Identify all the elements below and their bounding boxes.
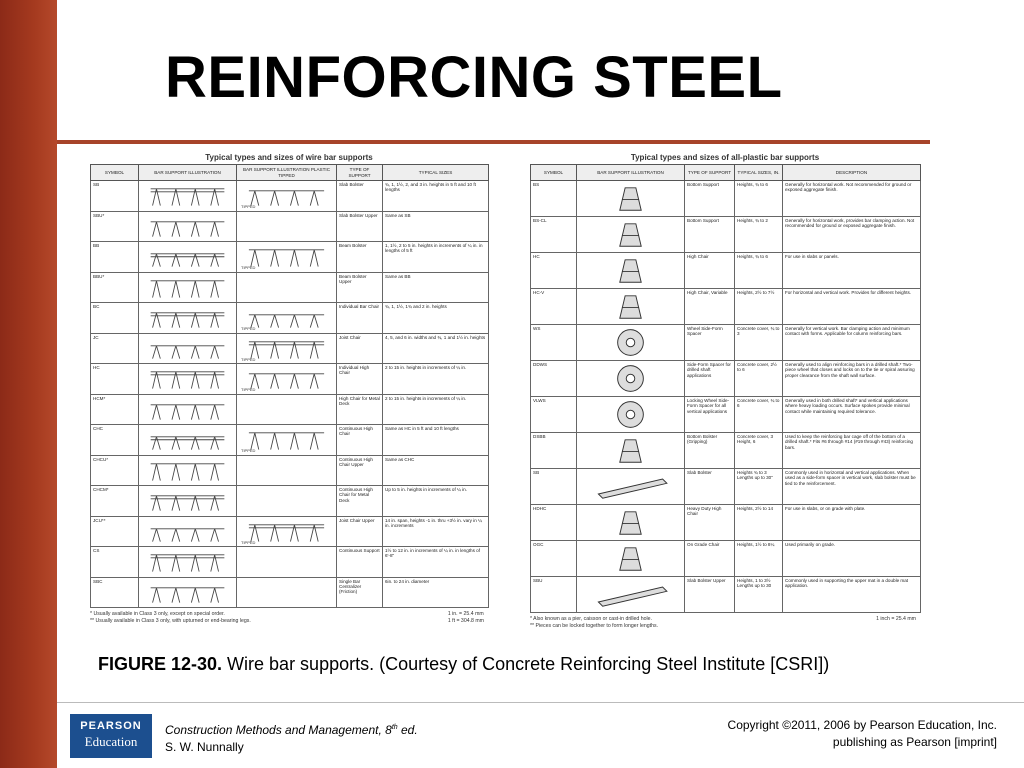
- illustration-cell: [577, 505, 685, 541]
- table-row: [531, 469, 921, 505]
- column-header: SYMBOL: [531, 165, 577, 181]
- wire-support-illustration: [139, 242, 236, 272]
- wire-support-illustration: [139, 181, 236, 211]
- table-row: [531, 325, 921, 361]
- plastic-support-illustration: [577, 469, 684, 504]
- description-cell: Commonly used in horizontal and vertical applications. When used as a side-form spacer in vertical work, slab bolster must be tied to the reinforcement.: [783, 469, 921, 505]
- column-header: TYPICAL SIZES, IN.: [735, 165, 783, 181]
- figure-title: Typical types and sizes of wire bar supports: [205, 153, 373, 162]
- illustration-cell: [139, 242, 237, 273]
- illustration-cell: [577, 397, 685, 433]
- wire-support-illustration: [139, 547, 236, 577]
- symbol-cell: HC: [91, 364, 139, 395]
- sizes-cell: Heights, 1 to 3½ Lengths up to 30: [735, 577, 783, 613]
- sizes-cell: Concrete cover, 3 Height, 6: [735, 433, 783, 469]
- symbol-cell: CHCM*: [91, 486, 139, 517]
- illustration-cell: [577, 325, 685, 361]
- illustration-cell: [577, 181, 685, 217]
- illustration-cell: [577, 577, 685, 613]
- wire-support-illustration: [139, 395, 236, 425]
- plastic-support-illustration: [577, 397, 684, 432]
- description-cell: Generally for vertical work. Bar clamping action and minimum contact with forms. Applicable for column reinforcing bars.: [783, 325, 921, 361]
- symbol-cell: SBU: [531, 577, 577, 613]
- illustration-cell: [577, 289, 685, 325]
- symbol-cell: SB: [531, 469, 577, 505]
- illustration-cell: [139, 211, 237, 242]
- column-header: BAR SUPPORT ILLUSTRATION: [139, 165, 237, 181]
- plastic-support-illustration: [577, 361, 684, 396]
- symbol-cell: HC-V: [531, 289, 577, 325]
- tipped-illustration-cell: [237, 394, 337, 425]
- wire-support-illustration: [139, 456, 236, 486]
- support-type-cell: Joist Chair Upper: [337, 516, 383, 547]
- support-type-cell: High Chair, Variable: [685, 289, 735, 325]
- wire-support-illustration: [139, 364, 236, 394]
- table-row: [91, 486, 489, 517]
- support-type-cell: Continuous High Chair Upper: [337, 455, 383, 486]
- figure-notes: [530, 616, 920, 629]
- plastic-support-illustration: [577, 541, 684, 576]
- sizes-cell: Same as SB: [383, 211, 489, 242]
- slide-title: REINFORCING STEEL: [165, 45, 783, 110]
- description-cell: Generally for horizontal work, provides bar clamping action. Not recommended for ground or exposed aggregate finish.: [783, 217, 921, 253]
- sizes-cell: Concrete cover, ¾ to 3: [735, 325, 783, 361]
- symbol-cell: WS: [531, 325, 577, 361]
- tipped-label: TIPPED: [241, 326, 256, 332]
- plastic-support-illustration: [577, 217, 684, 252]
- sizes-cell: Heights ¾ to 3 Lengths up to 30": [735, 469, 783, 505]
- caption-label: FIGURE 12-30.: [98, 654, 223, 674]
- pearson-logo: [70, 714, 152, 758]
- support-type-cell: High Chair: [685, 253, 735, 289]
- conversion: 1 ft = 304.8 mm: [447, 617, 484, 624]
- column-header: TYPICAL SIZES: [383, 165, 489, 181]
- support-type-cell: High Chair for Metal Deck: [337, 394, 383, 425]
- note: * Also known as a pier, caisson or cast-in drilled hole.: [530, 616, 652, 622]
- illustration-cell: [577, 253, 685, 289]
- sizes-cell: Heights, 2½ to 7½: [735, 289, 783, 325]
- conversion: 1 inch = 25.4 mm: [876, 616, 916, 622]
- symbol-cell: DDWS: [531, 361, 577, 397]
- symbol-cell: BC: [91, 303, 139, 334]
- illustration-cell: [139, 394, 237, 425]
- figure-notes: [90, 611, 488, 624]
- figure-title: Typical types and sizes of all-plastic bar supports: [630, 153, 820, 162]
- sizes-cell: 4, 5, and 6 in. widths and ¾, 1 and 1½ in. heights: [383, 333, 489, 364]
- table-row: [531, 253, 921, 289]
- table-row: [531, 433, 921, 469]
- description-cell: Used to keep the reinforcing bar cage off of the bottom of a drilled shaft.* Fits #6 through #14 (#19 through #43) reinforcing bars.: [783, 433, 921, 469]
- plastic-support-illustration: [577, 505, 684, 540]
- tipped-label: TIPPED: [241, 356, 256, 362]
- tipped-illustration-cell: [237, 364, 337, 395]
- support-type-cell: Individual High Chair: [337, 364, 383, 395]
- symbol-cell: HDHC: [531, 505, 577, 541]
- symbol-cell: OGC: [531, 541, 577, 577]
- book-author: S. W. Nunnally: [165, 740, 244, 754]
- column-header: BAR SUPPORT ILLUSTRATION: [577, 165, 685, 181]
- illustration-cell: [139, 577, 237, 608]
- plastic-supports-table: [530, 164, 921, 613]
- unit-conversions: [876, 616, 916, 623]
- table-header-row: [91, 165, 489, 181]
- table-row: [91, 516, 489, 547]
- tipped-illustration-cell: [237, 303, 337, 334]
- tipped-illustration-cell: [237, 486, 337, 517]
- tipped-label: TIPPED: [241, 387, 256, 393]
- side-color-band: [0, 0, 57, 768]
- copyright-notice: [728, 717, 997, 751]
- illustration-cell: [139, 425, 237, 456]
- tipped-illustration-cell: [237, 547, 337, 578]
- symbol-cell: BB: [91, 242, 139, 273]
- column-header: SYMBOL: [91, 165, 139, 181]
- note: * Usually available in Class 3 only, except on special order.: [90, 611, 225, 617]
- caption-text: Wire bar supports. (Courtesy of Concrete Reinforcing Steel Institute [CSRI]): [222, 654, 830, 674]
- table-row: [531, 505, 921, 541]
- tipped-illustration-cell: [237, 272, 337, 303]
- description-cell: Generally used to align reinforcing bars in a drilled shaft.* Two-piece wheel that closes and locks on to the tie or spiral assuring proper clearance from the shaft wall surface.: [783, 361, 921, 397]
- symbol-cell: CHC: [91, 425, 139, 456]
- copyright-text: Copyright ©2011, 2006 by Pearson Education, Inc.: [727, 718, 997, 732]
- column-header: BAR SUPPORT ILLUSTRATION PLASTIC TIPPED: [237, 165, 337, 181]
- imprint-text: publishing as Pearson [imprint]: [832, 735, 997, 749]
- symbol-cell: DSBB: [531, 433, 577, 469]
- table-row: [91, 181, 489, 212]
- wire-support-illustration: [139, 273, 236, 303]
- plastic-support-illustration: [577, 289, 684, 324]
- support-type-cell: Beam Bolster Upper: [337, 272, 383, 303]
- table-row: [531, 361, 921, 397]
- wire-support-illustration: [139, 303, 236, 333]
- plastic-support-illustration: [577, 181, 684, 216]
- wire-support-illustration: [139, 212, 236, 242]
- unit-conversions: [448, 611, 484, 624]
- sizes-cell: 2 to 15 in. heights in increments of ¼ in.: [383, 364, 489, 395]
- sizes-cell: 6in. to 24 in. diameter: [383, 577, 489, 608]
- table-row: [531, 577, 921, 613]
- sizes-cell: Concrete cover, ¾ to 6: [735, 397, 783, 433]
- sizes-cell: Concrete cover, 2½ to 6: [735, 361, 783, 397]
- support-type-cell: Slab Bolster: [685, 469, 735, 505]
- tipped-label: TIPPED: [241, 539, 256, 545]
- illustration-cell: [139, 303, 237, 334]
- illustration-cell: [577, 217, 685, 253]
- wire-support-illustration: [139, 578, 236, 608]
- support-type-cell: Beam Bolster: [337, 242, 383, 273]
- description-cell: Generally for horizontal work. Not recommended for ground or exposed aggregate finish.: [783, 181, 921, 217]
- wire-support-illustration: [139, 425, 236, 455]
- sizes-cell: 1½ to 12 in. in increments of ¼ in. in lengths of 6'-8": [383, 547, 489, 578]
- table-row: [531, 397, 921, 433]
- tipped-illustration-cell: [237, 455, 337, 486]
- table-row: [91, 425, 489, 456]
- sizes-cell: 2 to 15 in. heights in increments of ¼ in.: [383, 394, 489, 425]
- sizes-cell: 14 in. span, heights -1 in. thru +3½ in. vary in ¼ in. increments: [383, 516, 489, 547]
- wire-support-illustration: [139, 517, 236, 547]
- description-cell: For use in slabs, or on grade with plate.: [783, 505, 921, 541]
- illustration-cell: [139, 547, 237, 578]
- tipped-label: TIPPED: [241, 204, 256, 210]
- wire-bar-supports-figure: [90, 152, 488, 624]
- logo-text: PEARSON: [80, 720, 142, 732]
- symbol-cell: BS: [531, 181, 577, 217]
- tipped-illustration-cell: [237, 333, 337, 364]
- footer-divider: [57, 702, 1024, 703]
- description-cell: For horizontal and vertical work. Provides for different heights.: [783, 289, 921, 325]
- plastic-support-illustration: [577, 253, 684, 288]
- tipped-illustration-cell: [237, 577, 337, 608]
- wire-supports-table: [90, 164, 489, 608]
- illustration-cell: [577, 541, 685, 577]
- support-type-cell: Heavy Duty High Chair: [685, 505, 735, 541]
- table-row: [531, 181, 921, 217]
- tipped-illustration-cell: [237, 211, 337, 242]
- symbol-cell: BBU*: [91, 272, 139, 303]
- sizes-cell: ¾, 1, 1½, 1¾ and 2 in. heights: [383, 303, 489, 334]
- table-row: [531, 289, 921, 325]
- support-type-cell: Side-Form Spacer for drilled shaft applications: [685, 361, 735, 397]
- symbol-cell: SB: [91, 181, 139, 212]
- column-header: DESCRIPTION: [783, 165, 921, 181]
- book-title: Construction Methods and Management, 8th ed.: [165, 723, 418, 737]
- conversion: 1 in. = 25.4 mm: [447, 611, 484, 617]
- tipped-illustration-cell: [237, 425, 337, 456]
- table-row: [91, 455, 489, 486]
- sizes-cell: Up to 5 in. heights in increments of ¼ in.: [383, 486, 489, 517]
- illustration-cell: [577, 469, 685, 505]
- symbol-cell: SBC: [91, 577, 139, 608]
- table-row: [91, 211, 489, 242]
- illustration-cell: [139, 272, 237, 303]
- table-row: [531, 541, 921, 577]
- title-underline: [57, 140, 930, 144]
- note: ** Pieces can be locked together to form longer lengths.: [530, 622, 659, 629]
- symbol-cell: CHCU*: [91, 455, 139, 486]
- plastic-support-illustration: [577, 325, 684, 360]
- support-type-cell: Slab Bolster Upper: [337, 211, 383, 242]
- wire-support-illustration: [139, 334, 236, 364]
- tipped-illustration-cell: [237, 242, 337, 273]
- support-type-cell: Single Bar Centralizer (Friction): [337, 577, 383, 608]
- support-type-cell: Joist Chair: [337, 333, 383, 364]
- book-reference: [165, 719, 418, 756]
- plastic-bar-supports-figure: [530, 152, 920, 629]
- figure-caption: [98, 652, 898, 676]
- tipped-illustration-cell: [237, 516, 337, 547]
- support-type-cell: Slab Bolster Upper: [685, 577, 735, 613]
- symbol-cell: CS: [91, 547, 139, 578]
- illustration-cell: [139, 486, 237, 517]
- table-row: [91, 272, 489, 303]
- plastic-support-illustration: [577, 433, 684, 468]
- illustration-cell: [577, 361, 685, 397]
- description-cell: For use in slabs or panels.: [783, 253, 921, 289]
- support-type-cell: Bottom Support: [685, 217, 735, 253]
- table-row: [531, 217, 921, 253]
- table-row: [91, 303, 489, 334]
- sizes-cell: Same as HC in 5 ft and 10 ft lengths: [383, 425, 489, 456]
- sizes-cell: ¾, 1, 1½, 2, and 3 in. heights in 5 ft and 10 ft lengths: [383, 181, 489, 212]
- support-type-cell: Bottom Bolster (Gripping): [685, 433, 735, 469]
- symbol-cell: JC: [91, 333, 139, 364]
- table-header-row: [531, 165, 921, 181]
- sizes-cell: Heights, ¾ to 2: [735, 217, 783, 253]
- support-type-cell: Wheel Side-Form Spacer: [685, 325, 735, 361]
- support-type-cell: Continuous High Chair for Metal Deck: [337, 486, 383, 517]
- table-row: [91, 242, 489, 273]
- symbol-cell: VLWS: [531, 397, 577, 433]
- illustration-cell: [577, 433, 685, 469]
- support-type-cell: Continuous High Chair: [337, 425, 383, 456]
- sizes-cell: Same as CHC: [383, 455, 489, 486]
- illustration-cell: [139, 333, 237, 364]
- column-header: TYPE OF SUPPORT: [685, 165, 735, 181]
- support-type-cell: Individual Bar Chair: [337, 303, 383, 334]
- illustration-cell: [139, 181, 237, 212]
- support-type-cell: Locking Wheel Side-Form Spacer for all vertical applications: [685, 397, 735, 433]
- plastic-support-illustration: [577, 577, 684, 612]
- table-row: [91, 577, 489, 608]
- illustration-cell: [139, 364, 237, 395]
- sizes-cell: Heights, ¾ to 6: [735, 181, 783, 217]
- table-row: [91, 364, 489, 395]
- support-type-cell: Slab Bolster: [337, 181, 383, 212]
- sizes-cell: Same as BB: [383, 272, 489, 303]
- symbol-cell: JCU**: [91, 516, 139, 547]
- sizes-cell: Heights, 1½ to 8¼: [735, 541, 783, 577]
- symbol-cell: SBU*: [91, 211, 139, 242]
- description-cell: Used primarily on grade.: [783, 541, 921, 577]
- symbol-cell: HCM*: [91, 394, 139, 425]
- support-type-cell: Continuous Support: [337, 547, 383, 578]
- tipped-label: TIPPED: [241, 448, 256, 454]
- sizes-cell: Heights, 2½ to 14: [735, 505, 783, 541]
- description-cell: Commonly used in supporting the upper mat in a double mat application.: [783, 577, 921, 613]
- support-type-cell: On Grade Chair: [685, 541, 735, 577]
- illustration-cell: [139, 516, 237, 547]
- table-row: [91, 333, 489, 364]
- column-header: TYPE OF SUPPORT: [337, 165, 383, 181]
- symbol-cell: BS-CL: [531, 217, 577, 253]
- illustration-cell: [139, 455, 237, 486]
- logo-text: Education: [84, 734, 138, 749]
- tipped-illustration-cell: [237, 181, 337, 212]
- tipped-label: TIPPED: [241, 265, 256, 271]
- table-row: [91, 547, 489, 578]
- table-row: [91, 394, 489, 425]
- symbol-cell: HC: [531, 253, 577, 289]
- sizes-cell: Heights, ¾ to 6: [735, 253, 783, 289]
- note: ** Usually available in Class 3 only, with upturned or end-bearing legs.: [90, 617, 251, 624]
- sizes-cell: 1, 1½, 2 to 5 in. heights in increments of ¼ in. in lengths of 5 ft: [383, 242, 489, 273]
- description-cell: Generally used in both drilled shaft* and vertical applications where heavy loading occurs. Surface spokes provide minimal contact while maintaining required tolerance.: [783, 397, 921, 433]
- wire-support-illustration: [139, 486, 236, 516]
- support-type-cell: Bottom Support: [685, 181, 735, 217]
